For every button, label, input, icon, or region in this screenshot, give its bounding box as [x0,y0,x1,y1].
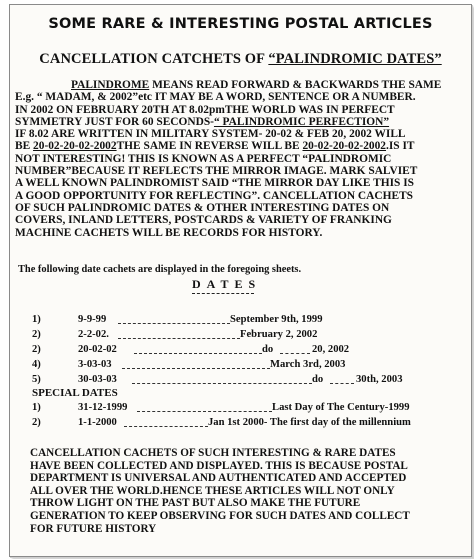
date-number: 2) [32,344,41,355]
date-description-detail: 20, 2002 [312,344,350,355]
dash-leader [132,383,312,384]
date-code: 1-1-2000 [78,417,117,428]
dash-leader [330,383,354,384]
dash-leader [124,426,208,427]
page-subtitle [10,51,471,68]
date-number: 1) [32,402,41,413]
closing-paragraph [30,447,410,535]
intro-line: NOT INTERESTING! THIS IS KNOWN AS A PERFECT “PALINDROMIC [15,152,392,165]
closing-line: CANCELLATION CACHETS OF SUCH INTERESTING & RARE DATES [30,447,396,459]
date-description: do [312,374,324,385]
subtitle-prefix: CANCELLATION CATCHETS OF [39,51,265,67]
date-description: March 3rd, 2003 [270,359,346,370]
date-description: February 2, 2002 [240,329,318,340]
dates-heading: DATES [192,277,262,291]
closing-line: HAVE BEEN COLLECTED AND DISPLAYED. THIS IS BECAUSE POSTAL [30,459,408,472]
page-title: SOME RARE & INTERESTING POSTAL ARTICLES [48,16,433,32]
intro-line: OF SUCH PALINDROMIC DATES & OTHER INTERESTING DATES ON [15,201,390,214]
special-dates-heading: SPECIAL DATES [32,387,118,399]
dash-leader [122,368,270,369]
palindrome-date-reverse: 20-02-20-02-2002 [302,140,387,153]
palindrome-date: 20-02-20-02-2002 [33,140,117,153]
intro-paragraph [15,79,441,239]
date-code: 2-2-02. [78,329,109,340]
intro-line: NUMBER”BECAUSE IT REFLECTS THE MIRROR IMAGE. MARK SALVIET [15,165,418,178]
closing-line: GENERATION TO KEEP OBSERVING FOR SUCH DATES AND COLLECT [30,509,410,522]
intro-line: IF 8.02 ARE WRITTEN IN MILITARY SYSTEM- 20-02 & FEB 20, 2002 WILL [15,128,406,141]
closing-line: FOR FUTURE HISTORY [30,522,157,535]
dates-heading-underline [192,293,254,294]
intro-line: PALINDROME MEANS READ FORWARD & BACKWARDS THE SAME [71,79,442,91]
intro-line: BE 20-02-20-02-2002THE SAME IN REVERSE WILL BE 20-02-20-02-2002.IS IT [15,140,415,153]
subtitle-highlight: “PALINDROMIC DATES” [268,51,442,67]
closing-line: THROW LIGHT ON THE PAST BUT ALSO MAKE THE FUTURE [30,497,361,510]
date-number: 4) [32,359,41,370]
closing-line: ALL OVER THE WORLD.HENCE THESE ARTICLES WILL NOT ONLY [30,484,395,497]
palindromic-perfection: “ PALINDROMIC PERFECTION” [213,115,390,128]
date-description: Jan 1st 2000- The first day of the millennium [208,417,411,428]
intro-line: SYMMETRY JUST FOR 60 SECONDS-“ PALINDROMIC PERFECTION” [15,115,390,128]
date-number: 5) [32,374,41,385]
date-description-detail: 30th, 2003 [356,374,403,385]
dash-leader [137,411,272,412]
intro-line: E.g. “ MADAM, & 2002”etc IT MAY BE A WORD, SENTENCE OR A NUMBER. [15,91,416,104]
closing-line: DEPARTMENT IS UNIVERSAL AND AUTHENTICATED AND ACCEPTED [30,472,407,485]
date-code: 20-02-02 [78,344,117,355]
date-description: do [262,344,274,355]
date-description: Last Day of The Century-1999 [272,402,410,413]
following-note: The following date cachets are displayed in the foregoing sheets. [18,264,302,275]
dash-leader [118,338,240,339]
palindrome-term: PALINDROME [71,79,150,91]
intro-line: MACHINE CACHETS WILL BE RECORDS FOR HISTORY. [15,226,323,239]
document-page [9,4,472,557]
dash-leader [118,323,230,324]
intro-line: COVERS, INLAND LETTERS, POSTCARDS & VARIETY OF FRANKING [15,214,392,227]
date-number: 1) [32,314,41,325]
date-code: 3-03-03 [78,359,112,370]
dash-leader [280,353,310,354]
date-description: September 9th, 1999 [230,314,323,325]
date-code: 31-12-1999 [78,402,128,413]
intro-line: A GOOD OPPORTUNITY FOR REFLECTING”. CANCELLATION CACHETS [15,189,413,202]
date-number: 2) [32,417,41,428]
dash-leader [134,353,262,354]
date-number: 2) [32,329,41,340]
intro-line: A WELL KNOWN PALINDROMIST SAID “THE MIRROR DAY LIKE THIS IS [15,177,414,190]
date-code: 30-03-03 [78,374,117,385]
date-code: 9-9-99 [78,314,107,325]
intro-line: IN 2002 ON FEBRUARY 20TH AT 8.02pmTHE WORLD WAS IN PERFECT [15,103,395,116]
